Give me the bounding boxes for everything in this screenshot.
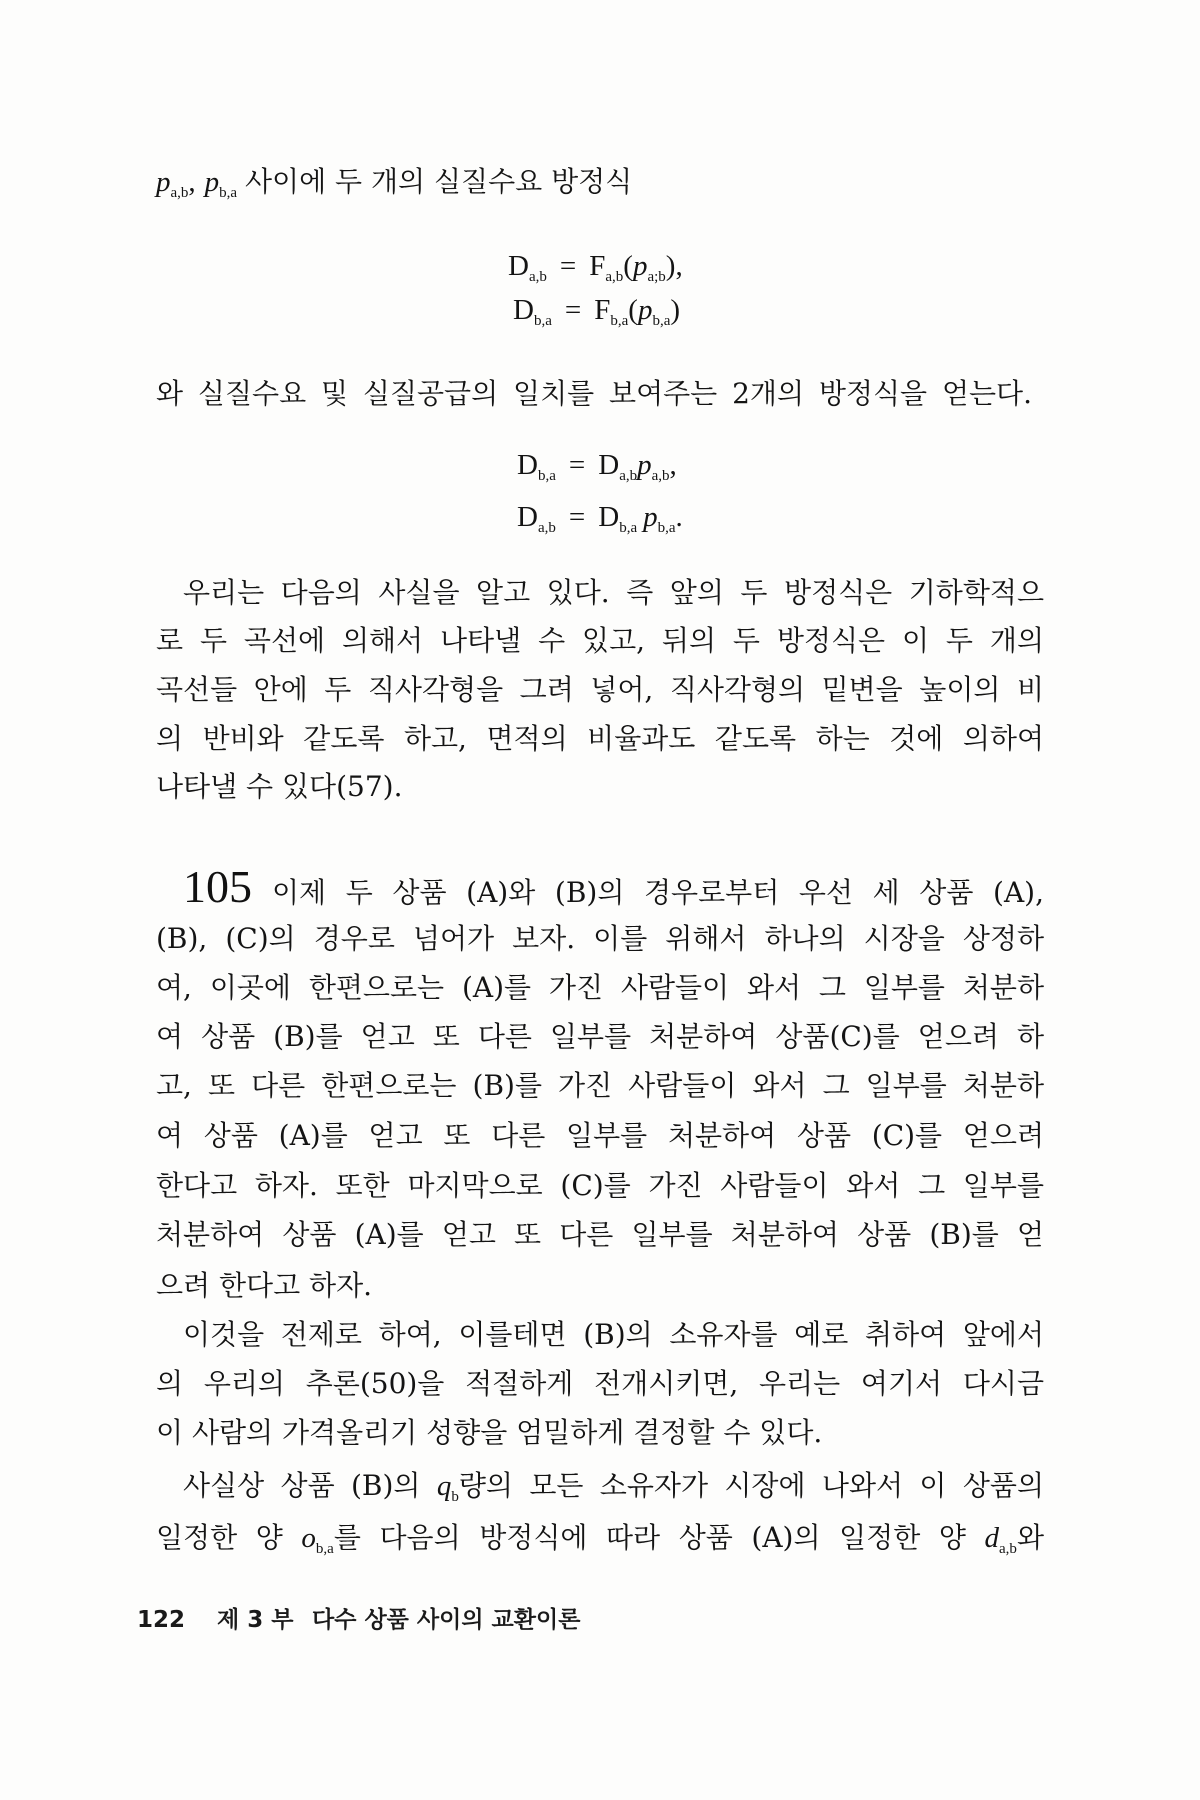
equals-sign: = xyxy=(559,250,577,282)
section-number: 105 xyxy=(183,861,252,912)
eq-function-subscript: a,b xyxy=(605,269,624,285)
balance-equation xyxy=(517,445,677,485)
eq-lhs-subscript: b,a xyxy=(533,313,552,329)
paragraph-line: 한다고 하자. 또한 마지막으로 (C)를 가진 사람들이 와서 그 일부를 xyxy=(156,1169,1044,1202)
demand-symbol: d xyxy=(984,1522,1000,1554)
paragraph-line: 으려 한다고 하자. xyxy=(156,1269,373,1302)
eq-rhs-demand-subscript: b,a xyxy=(619,520,638,536)
line-text-after: 와 xyxy=(1016,1521,1044,1554)
eq-rhs-price-subscript: b,a xyxy=(657,520,676,536)
paragraph-line: 여 상품 (A)를 얻고 또 다른 일부를 처분하여 상품 (C)를 얻으려 xyxy=(156,1119,1044,1152)
eq-close: ) xyxy=(670,294,681,326)
paragraph-line: 이 사람의 가격올리기 성향을 엄밀하게 결정할 수 있다. xyxy=(156,1416,823,1449)
eq-rhs-demand: D xyxy=(598,501,620,533)
equals-sign: = xyxy=(568,449,586,481)
eq-rhs-demand-subscript: a,b xyxy=(619,468,638,484)
paragraph-line: 처분하여 상품 (A)를 얻고 또 다른 일부를 처분하여 상품 (B)를 얻 xyxy=(156,1218,1044,1251)
paragraph-line: (B), (C)의 경우로 넘어가 보자. 이를 위해서 하나의 시장을 상정하 xyxy=(156,922,1044,955)
offer-term xyxy=(301,1522,334,1557)
price-symbol: p xyxy=(204,166,220,198)
eq-lhs: D xyxy=(517,449,538,481)
eq-function: F xyxy=(589,250,606,282)
eq-argument-subscript: a;b xyxy=(647,269,666,285)
paragraph-line xyxy=(183,1466,1044,1506)
line-text-after: 량의 모든 소유자가 시장에 나와서 이 상품의 xyxy=(458,1469,1044,1502)
eq-lhs-subscript: b,a xyxy=(537,468,556,484)
term-separator: , xyxy=(188,166,196,198)
eq-rhs-demand: D xyxy=(598,449,620,481)
quantity-term xyxy=(436,1470,459,1505)
eq-lhs-subscript: a,b xyxy=(537,520,556,536)
equals-sign: = xyxy=(564,294,582,326)
section-first-line xyxy=(183,861,1044,912)
eq-end-punctuation: . xyxy=(675,501,683,533)
line-text-before: 일정한 양 xyxy=(156,1521,283,1554)
eq-end-punctuation: , xyxy=(669,449,677,481)
eq-rhs-price-subscript: a,b xyxy=(651,468,670,484)
eq-argument-subscript: b,a xyxy=(652,313,671,329)
eq-open-paren: ( xyxy=(623,250,633,282)
quantity-subscript: b xyxy=(451,1489,459,1505)
paragraph-line xyxy=(156,1518,1044,1558)
eq-lhs: D xyxy=(517,501,538,533)
demand-equation xyxy=(513,290,680,330)
quantity-symbol: q xyxy=(436,1470,452,1502)
eq-open-paren: ( xyxy=(628,294,638,326)
eq-lhs: D xyxy=(508,250,529,282)
price-symbol: p xyxy=(156,166,171,198)
line-text-before: 사실상 상품 (B)의 xyxy=(183,1469,421,1502)
price-subscript: b,a xyxy=(219,185,237,201)
eq-argument: p xyxy=(632,250,648,282)
intro-text: 사이에 두 개의 실질수요 방정식 xyxy=(245,165,633,198)
intro-line xyxy=(156,162,1044,202)
demand-term xyxy=(984,1522,1017,1557)
paragraph-line: 이것을 전제로 하여, 이를테면 (B)의 소유자를 예로 취하여 앞에서 xyxy=(183,1318,1044,1351)
bridge-line: 와 실질수요 및 실질공급의 일치를 보여주는 2개의 방정식을 얻는다. xyxy=(156,377,1032,410)
page-number: 122 xyxy=(137,1607,186,1633)
offer-subscript: b,a xyxy=(315,1541,334,1557)
section-line-text: 이제 두 상품 (A)와 (B)의 경우로부터 우선 세 상품 (A), xyxy=(272,876,1044,909)
part-label: 제 3 부 xyxy=(217,1607,294,1633)
eq-function-subscript: b,a xyxy=(610,313,629,329)
price-term-ab xyxy=(156,166,189,201)
offer-symbol: o xyxy=(301,1522,316,1554)
equals-sign: = xyxy=(568,501,586,533)
line-text-middle: 를 다음의 방정식에 따라 상품 (A)의 일정한 양 xyxy=(333,1521,966,1554)
running-title: 다수 상품 사이의 교환이론 xyxy=(312,1607,581,1633)
eq-function: F xyxy=(594,294,611,326)
paragraph-line: 고, 또 다른 한편으로는 (B)를 가진 사람들이 와서 그 일부를 처분하 xyxy=(156,1069,1044,1102)
eq-rhs-price: p xyxy=(637,449,652,481)
eq-argument: p xyxy=(637,294,653,326)
eq-close: ), xyxy=(665,250,683,282)
paragraph-line: 여 상품 (B)를 얻고 또 다른 일부를 처분하여 상품(C)를 얻으려 하 xyxy=(156,1020,1044,1053)
paragraph-line: 나타낼 수 있다(57). xyxy=(156,770,403,803)
price-term-ba xyxy=(204,166,237,201)
paragraph-line: 로 두 곡선에 의해서 나타낼 수 있고, 뒤의 두 방정식은 이 두 개의 xyxy=(156,624,1044,657)
eq-lhs-subscript: a,b xyxy=(528,269,547,285)
paragraph-line: 여, 이곳에 한편으로는 (A)를 가진 사람들이 와서 그 일부를 처분하 xyxy=(156,971,1044,1004)
paragraph-line: 곡선들 안에 두 직사각형을 그려 넣어, 직사각형의 밑변을 높이의 비 xyxy=(156,673,1044,706)
balance-equation xyxy=(517,497,683,537)
eq-lhs: D xyxy=(513,294,534,326)
price-subscript: a,b xyxy=(170,185,189,201)
paragraph-line: 의 우리의 추론(50)을 적절하게 전개시키면, 우리는 여기서 다시금 xyxy=(156,1367,1044,1400)
paragraph-line: 의 반비와 같도록 하고, 면적의 비율과도 같도록 하는 것에 의하여 xyxy=(156,722,1044,755)
eq-rhs-price: p xyxy=(643,501,658,533)
paragraph-line: 우리는 다음의 사실을 알고 있다. 즉 앞의 두 방정식은 기하학적으 xyxy=(183,576,1044,609)
demand-subscript: a,b xyxy=(999,1541,1017,1557)
demand-equation xyxy=(508,246,683,286)
